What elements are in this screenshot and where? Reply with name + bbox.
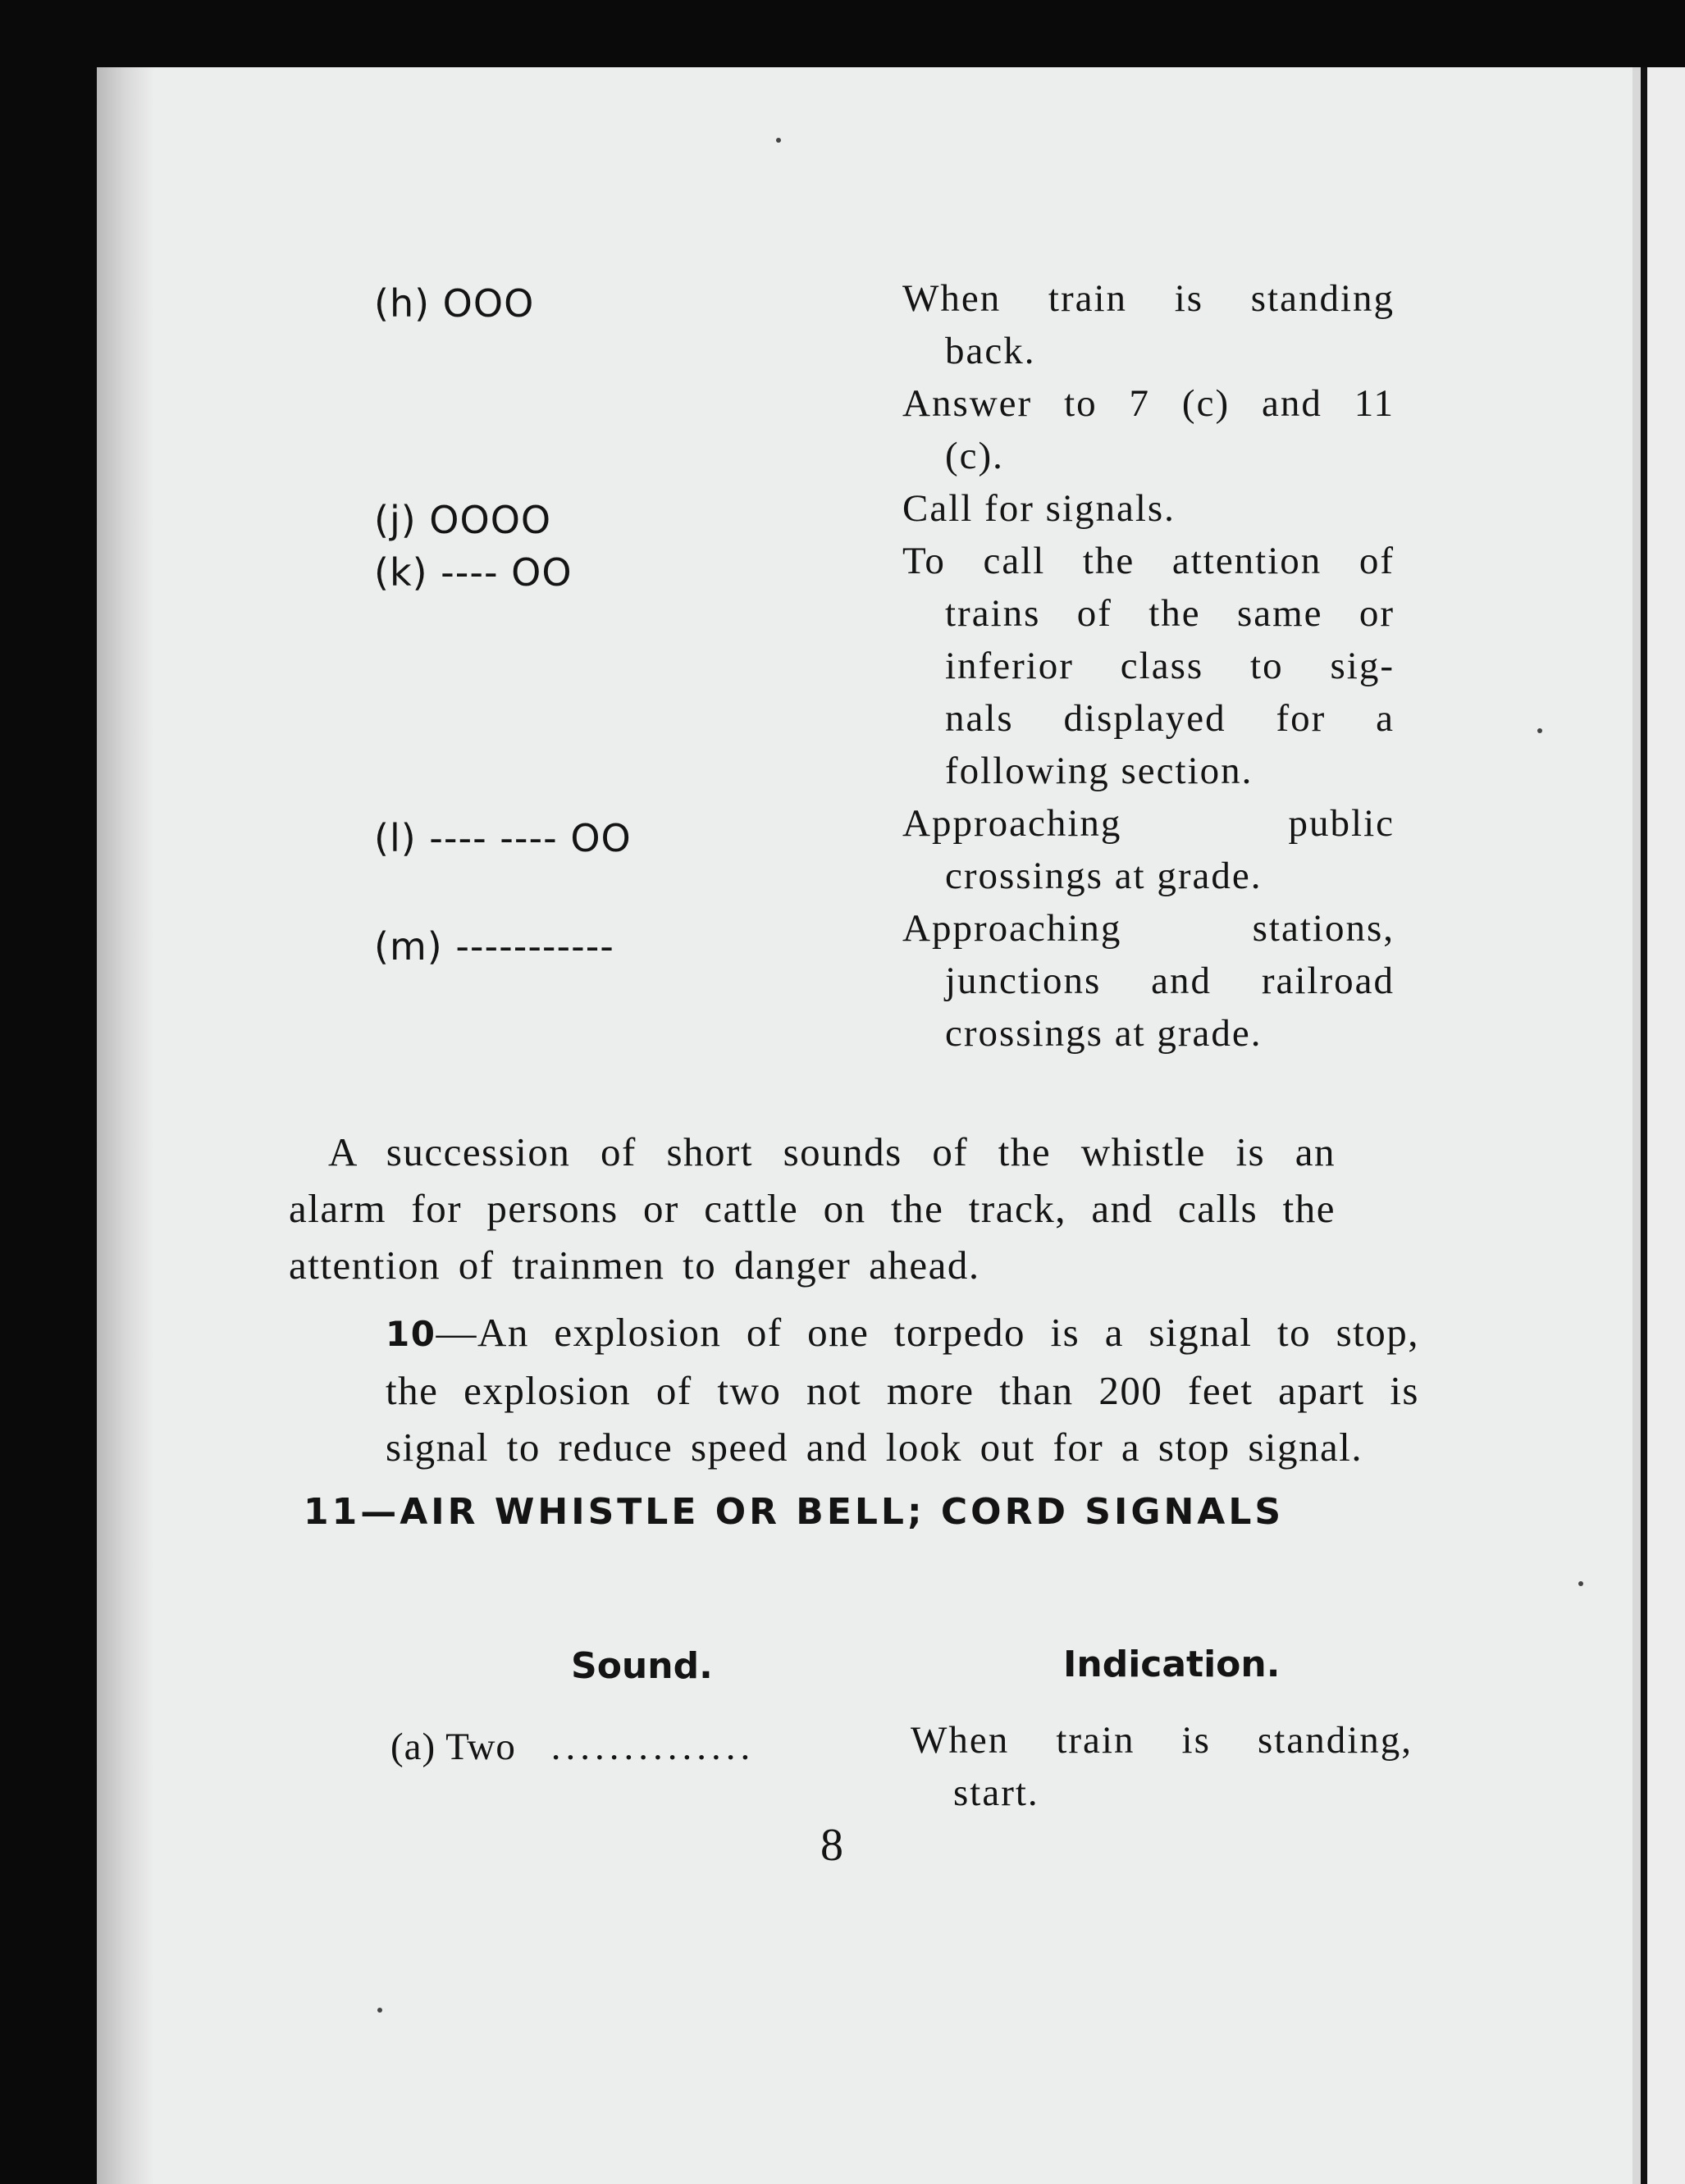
signal-code-l: (l) ---- ---- OO (374, 816, 632, 860)
rule-10-paragraph (386, 1304, 1419, 1475)
indication-line: When train is standing (902, 277, 1395, 320)
rule-11-heading: 11—AIR WHISTLE OR BELL; CORD SIGNALS (304, 1491, 1285, 1533)
rule-10-text: —An explosion of one torpedo is a signal to stop, the explosion of two not more than 200 feet apart is signal to reduce speed and look out for a stop signal. (386, 1310, 1419, 1470)
indication-line: crossings at grade. (945, 855, 1263, 897)
indication-line: junctions and railroad (945, 960, 1395, 1002)
signal-code-m: (m) ----------- (374, 924, 614, 969)
signal-indication-h (902, 272, 1395, 1060)
indication-line: crossings at grade. (945, 1012, 1263, 1055)
page-number: 8 (820, 1820, 843, 1871)
cord-signal-indication-a (911, 1714, 1413, 1819)
indication-line: Approaching public (902, 802, 1395, 845)
signal-code-k: (k) ---- OO (374, 550, 573, 595)
alarm-text: A succession of short sounds of the whistle is an alarm for persons or cattle on the track, and calls the attention of trainmen to danger ahead. (289, 1129, 1336, 1288)
column-header-indication: Indication. (1063, 1644, 1281, 1685)
indication-line: Call for signals. (902, 487, 1176, 530)
indication-line: Answer to 7 (c) and 11 (902, 382, 1395, 425)
indication-line: following section. (945, 750, 1253, 792)
column-header-sound: Sound. (571, 1645, 713, 1687)
indication-line: When train is standing, (911, 1719, 1413, 1762)
indication-line: Approaching stations, (902, 907, 1395, 950)
alarm-paragraph (289, 1124, 1336, 1293)
scan-speck (1578, 1581, 1583, 1586)
page-gutter-shadow (97, 67, 154, 2184)
dot-leader: .............. (550, 1726, 756, 1768)
signal-code-h: (h) OOO (374, 281, 535, 326)
indication-line: inferior class to sig- (945, 645, 1395, 687)
signal-code-j: (j) OOOO (374, 498, 552, 542)
rule-number: 10 (386, 1314, 436, 1354)
scan-speck (377, 2008, 382, 2013)
indication-line: start. (953, 1771, 1039, 1814)
scan-speck (1537, 728, 1542, 733)
page-edge (1632, 67, 1641, 2184)
indication-line: back. (945, 330, 1036, 372)
cord-signal-code-a (390, 1721, 755, 1773)
indication-line: To call the attention of (902, 540, 1395, 582)
indication-line: (c). (945, 435, 1004, 477)
facing-page-edge (1641, 67, 1685, 2184)
scan-speck (776, 138, 781, 143)
cord-signal-code: (a) Two (390, 1726, 516, 1768)
indication-line: nals displayed for a (945, 697, 1395, 740)
indication-line: trains of the same or (945, 592, 1395, 635)
